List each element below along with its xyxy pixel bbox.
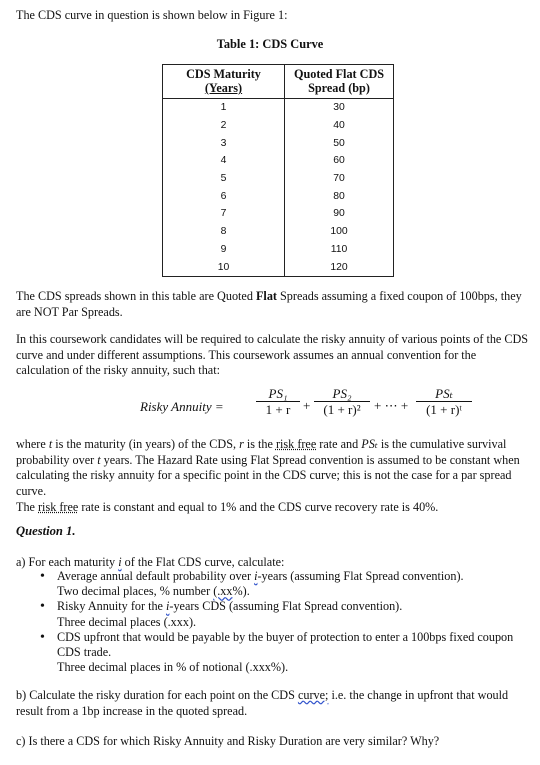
table-row: 9 110 <box>163 241 394 259</box>
table-row: 1 30 <box>163 99 394 117</box>
formula-label: Risky Annuity = <box>140 399 224 414</box>
list-item: • CDS upfront that would be payable by the buyer of protection to enter a 100bps fixed coupon CDS trade. Three decimal places in % of notional (.xxx%). <box>40 630 532 676</box>
formula-term-t: PSₜ (1 + r)ᵗ <box>416 386 472 417</box>
formula-term-1: $\frac{\text{PS₁}}{1 + r}$ <box>256 386 300 417</box>
table-row: 3 50 <box>163 134 394 152</box>
formula-plus: + <box>303 398 311 413</box>
question-title: Question 1. <box>16 524 76 538</box>
table-row: 2 40 <box>163 117 394 135</box>
table-row: 8 100 <box>163 223 394 241</box>
table-row: 4 60 <box>163 152 394 170</box>
risk-free-rate-paragraph: The risk free rate is constant and equal to 1% and the CDS curve recovery rate is 40%. <box>16 500 439 514</box>
formula-ellipsis: + ⋯ + <box>374 398 409 413</box>
coursework-paragraph: In this coursework candidates will be required to calculate the risky annuity of various points of the CDS curve and under different assumptions. This coursework assumes an annual convention for the calculation of the risky annuity, such that: <box>16 332 529 377</box>
formula-term-2: $\frac{\text{PS₂}}{\text{(1 + r)²}}$ <box>314 386 370 417</box>
table-row: 10 120 <box>163 258 394 276</box>
table-caption: Table 1: CDS Curve <box>216 37 324 51</box>
table-row: 6 80 <box>163 187 394 205</box>
question-part-b: b) Calculate the risky duration for each point on the CDS curve; i.e. the change in upfront that would result from a 1bp increase in the quoted spread. <box>16 688 509 718</box>
list-item: • Average annual default probability over i-years (assuming Flat Spread convention). Two decimal places, % number (.xx%). <box>40 569 532 599</box>
part-a-bullet-list <box>40 569 532 675</box>
intro-text: The CDS curve in question is shown below in Figure 1: <box>16 8 288 22</box>
question-part-a: a) For each maturity i of the Flat CDS curve, calculate: <box>16 555 285 569</box>
table-row: 7 90 <box>163 205 394 223</box>
list-item: • Risky Annuity for the i-years CDS (assuming Flat Spread convention). Three decimal places (.xxx). <box>40 599 532 629</box>
table-row: 5 70 <box>163 170 394 188</box>
where-paragraph: where t is the maturity (in years) of the CDS, r is the risk free rate and PSₜ is the cumulative survival probability over t years. The Hazard Rate using Flat Spread convention is assumed to be constant when calculating the risky annuity for a specific point in the CDS curve; this is not the case for a par spread curve. <box>16 437 520 498</box>
question-part-c: c) Is there a CDS for which Risky Annuity and Risky Duration are very similar? Why? <box>16 734 440 748</box>
column-header-maturity: CDS Maturity (Years) <box>163 65 285 99</box>
cds-curve-table <box>162 64 394 277</box>
column-header-spread: Quoted Flat CDS Spread (bp) <box>285 65 394 99</box>
flat-spread-paragraph: The CDS spreads shown in this table are Quoted Flat Spreads assuming a fixed coupon of 100bps, they are NOT Par Spreads. <box>16 289 522 319</box>
